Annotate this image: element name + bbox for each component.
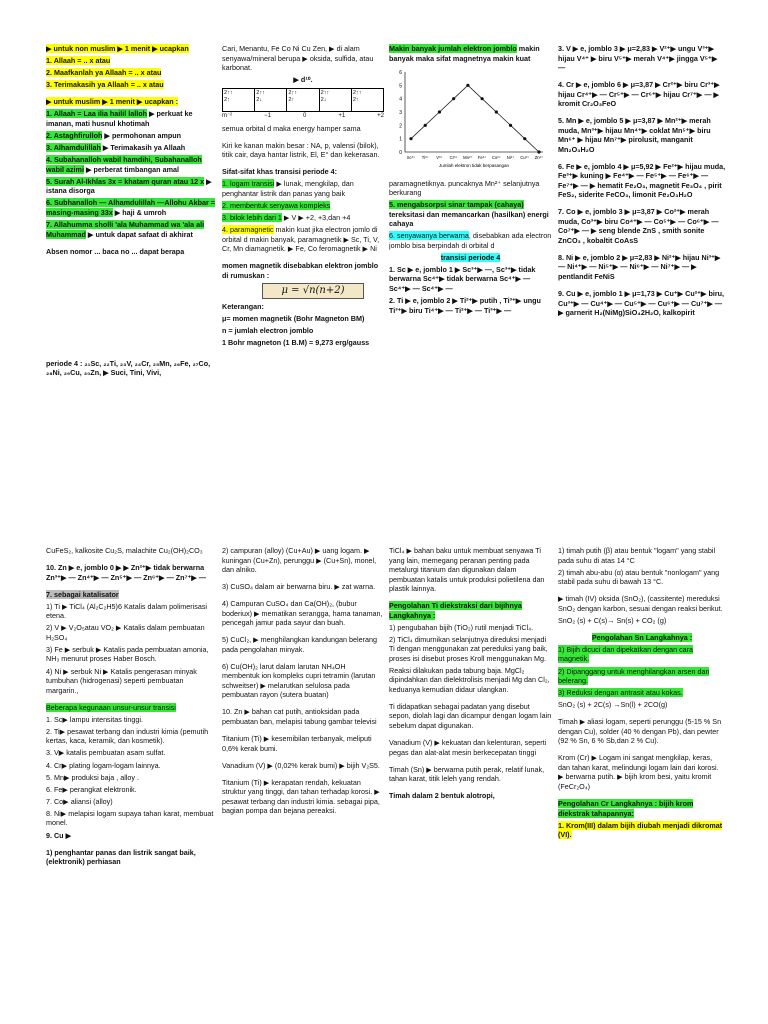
text-line: 1. Sc ▶ e, jomblo 1 ▶ Sc³⁺▶ —, Sc³⁺▶ tidak berwarna Sc⁴⁺▶ tidak berwarna Sc⁴⁺▶ — Sc⁴⁺▶ — Sc⁴⁺▶ — — [389, 264, 536, 293]
text-line: 6. Fe▶ perangkat elektronik. — [46, 784, 137, 794]
text-line: Sifat-sifat khas transisi periode 4: — [222, 167, 338, 177]
graph-point — [495, 110, 498, 113]
axis-label: −1 — [264, 112, 271, 119]
graph-point — [438, 110, 441, 113]
orbital-box: 2↑↑ 2↓ — [320, 89, 352, 111]
graph-point — [523, 137, 526, 140]
text-line: 1. Sc▶ lampu intensitas tinggi. — [46, 714, 144, 724]
text-line: Titanium (Ti) ▶ kesemibilan terbanyak, meliputi 0,6% kerak bumi. — [222, 734, 372, 753]
text-line: 4. Cr▶ plating logam-logam lainnya. — [46, 760, 161, 770]
graph-x-tick: Cu²⁺ — [520, 154, 530, 160]
text-line: n = jumlah electron jomblo — [222, 326, 314, 336]
graph-point — [509, 123, 512, 126]
text-line: 4) Campuran CuSO₄ dan Ca(OH)₂, (bubur boderiux) ▶ mematikan serangga, hama tanaman, pencegah jamur pada sayur dan buah. — [222, 599, 383, 628]
text-line: Ti didapatkan sebagai padatan yang disebut sepon, diolah lagi dan dicampur dengan logam lain sebelum dapat digunakan. — [389, 701, 552, 730]
graph-svg — [389, 66, 549, 176]
magnetic-moment-formula: μ = √n(n+2) — [262, 283, 364, 299]
text-line: 1) timah putih (β) atau bentuk "logam" yang stabil pada suhu di atas 14 °C — [558, 546, 716, 565]
text-line: 1. Allaah = Laa ilia hailil lalloh ▶ perkuat ke imanan, mati husnul khotimah — [46, 109, 193, 128]
text-line: 6. senyawanya berwarna, disebabkan ada electron jomblo bisa berpindah di orbital d — [389, 231, 552, 250]
graph-point — [537, 150, 540, 153]
page1-column-2 — [222, 44, 384, 470]
text-line: periode 4 : ₂₁Sc, ₂₂Ti, ₂₃V, ₂₄Cr, ₂₅Mn, ₂₆Fe, ₂₇Co, ₂₈Ni, ₂₉Cu, ₃₀Zn, ▶ Suci, Tini, Vivi, — [46, 358, 211, 378]
text-line: 3. V▶ katalis pembuatan asam sulfat. — [46, 748, 166, 758]
text-line: ▶ untuk muslim ▶ 1 menit ▶ ucapkan : — [46, 97, 179, 107]
text-line: Cari, Menantu, Fe Co Ni Cu Zen, ▶ di alam senyawa/mineral berupa ▶ oksida, sulfida, atau karbonat. — [222, 44, 374, 72]
text-line: Beberapa kegunaan unsur-unsur transisi — [46, 702, 176, 712]
text-line: momen magnetik disebabkan elektron jomblo di rumuskan : — [222, 261, 379, 280]
page1-column-4 — [558, 44, 726, 470]
text-line: 8. Ni▶ melapisi logam supaya tahan karat, membuat monel. — [46, 808, 214, 828]
graph-x-tick: Fe³⁺ — [477, 154, 487, 160]
graph-point — [452, 97, 455, 100]
text-line: 1. Allaah = .. x atau — [46, 56, 111, 66]
text-line: 1) Ti ▶ TiCl₄ (Al₂C₂H5)6 Katalis dalam polimerisasi etena. — [46, 601, 208, 621]
graph-caption: Jumlah elektron tidak berpasangan — [438, 162, 510, 168]
text-line: semua orbital d maka energy hamper sama — [222, 123, 361, 133]
text-line: 5. Mn▶ produksi baja , alloy . — [46, 772, 140, 782]
axis-label: m⁻² — [222, 112, 233, 119]
text-line: 1 Bohr magneton (1 B.M) = 9,273 erg/gauss — [222, 338, 370, 348]
graph-point — [466, 83, 469, 86]
text-line: TiCl₄ ▶ bahan baku untuk membuat senyawa Ti yang lain, memegang peranan penting pada metalurgi titanium dan digunakan dalam pembuatan katalis untuk produksi polietilena dan plastik lainnya. — [389, 546, 545, 593]
graph-y-tick: 6 — [399, 69, 402, 76]
text-line: Reaksi dilakukan pada tabung baja. MgCl₂ dipindahkan dan dielektrolisis menjadi Mg dan Cl₂, keduanya kemudian didaur ulangkan. — [389, 665, 550, 694]
text-line: Pengolahan Sn Langkahnya : — [591, 632, 693, 642]
text-line: 2) timah abu-abu (α) atau bentuk "nonlogam" yang stabil pada suhu di bawah 13 °C. — [558, 567, 720, 587]
page2-column-1 — [46, 546, 216, 1020]
graph-y-tick: 3 — [399, 109, 402, 116]
text-line: 10. Zn ▶ bahan cat putih, antioksidan pada pembuatan ban, melapisi tabung gambar televisi — [222, 707, 377, 726]
text-line: 10. Zn ▶ e, jomblo 0 ▶ ▶ Zn²⁺▶ tidak berwarna Zn³⁺▶ — Zn⁴⁺▶ — Zn⁵⁺▶ — Zn⁶⁺▶ — Zn⁷⁺▶ — — [46, 563, 207, 582]
graph-point — [409, 137, 412, 140]
text-line: 5. Surah Al-Ikhlas 3x = khatam quran atau 12 x ▶ istana disorga — [46, 176, 212, 196]
text-line: Pengolahan Cr Langkahnya : bijih krom diekstrak tahapannya: — [558, 799, 694, 818]
text-line: 2. Ti ▶ e, jomblo 2 ▶ Ti²⁺▶ putih , Ti³⁺▶ ungu Ti³⁺▶ biru Ti⁴⁺▶ — Ti²⁺▶ — Ti³⁺▶ — — [389, 296, 541, 315]
text-line: 5) CuCl₂, ▶ menghilangkan kandungan belerang pada pengolahan minyak. — [222, 635, 377, 654]
orbital-box: 2↑↑ 2↑ — [287, 89, 319, 111]
text-line: 4. Cr ▶ e, jomblo 6 ▶ μ=3,87 ▶ Cr²⁺▶ biru Cr³⁺▶ hijau Cr⁴⁺▶ — Cr⁵⁺▶ — Cr⁶⁺▶ hijau Cr⁷⁺▶ — ▶ kromit Cr₂O₃FeO — [558, 80, 720, 109]
graph-x-tick: Sc³⁺ — [406, 154, 416, 160]
text-line: 1) pengubahan bijih (TiO₂) rutil menjadi TiCl₄. — [389, 622, 534, 632]
text-line: CuFeS₂, kalkosite Cu₂S, malachite Cu₂(OH)₂CO₃ — [46, 546, 203, 555]
text-line: 4. Subahanalloh wabil hamdihi, Subahanalloh wabil azimi ▶ perberat timbangan amal — [46, 155, 202, 174]
graph-x-tick: Mn²⁺ — [463, 154, 473, 160]
text-line: Pengolahan Ti diekstraksi dari bijihnya Langkahnya : — [389, 601, 522, 620]
text-line: Timah ▶ aliasi logam, seperti perunggu (5-15 % Sn dengan Cu), solder (40 % dengan Pb), dan pewter (92 % Sn, 6 % Sb,dan 2 % Cu). — [558, 717, 722, 746]
text-line: ▶ d¹⁰. — [293, 75, 313, 85]
text-line: 6. Fe ▶ e, jomblo 4 ▶ μ=5,92 ▶ Fe²⁺▶ hijau muda, Fe³⁺▶ kuning ▶ Fe⁴⁺▶ — Fe⁵⁺▶ — Fe⁶⁺▶ — Fe⁷⁺▶ — ▶ hematit Fe₂O₃, magnetit Fe₃O₄ , pirit FeS₂, siderite FeCO₃, limonit Fe₂O₃H₂O — [558, 161, 726, 200]
orbital-box: 2↑↑ 2↑ — [352, 89, 362, 103]
graph-point — [424, 123, 427, 126]
page2-column-4 — [558, 546, 726, 1020]
text-line: 2) Dipanggang untuk menghilangkan arsen dan belerang. — [558, 666, 710, 686]
graph-y-tick: 1 — [399, 136, 402, 143]
text-line: Kiri ke kanan makin besar : NA, p, valensi (bilok), titik cair, daya hantar listrik, El, E° dan kekerasan. — [222, 140, 380, 160]
text-line: 4. paramagnetic makin kuat jika electron jomlo di orbital d makin banyak, paramagnetik ▶ Sc, Ti, V, Cr, Mn diamagnetik. ▶ Fe, Co feromagnetik ▶ Ni — [222, 225, 380, 254]
text-line: Titanium (Ti) ▶ kerapatan rendah, kekuatan struktur yang tinggi, dan tahan terhadap korosi. ▶ pesawat terbang dan industri kimia. sebagai pipa, bagian pompa dan bejana pereaksi. — [222, 777, 380, 816]
text-line: 5. Mn ▶ e, jomblo 5 ▶ μ=3,87 ▶ Mn²⁺▶ merah muda, Mn³⁺▶ hijau Mn⁴⁺▶ coklat Mn⁵⁺▶ biru Mn⁶⁺ ▶ hijau Mn⁷⁺▶ pirolusit, manganit Mn₂O₃H₂O — [558, 116, 711, 154]
text-line: 6. Subhanalloh — Alhamdulillah —Allohu Akbar = masing-masing 33x ▶ haji & umroh — [46, 198, 215, 217]
text-line: Makin banyak jumlah elektron jomblo makin banyak maka sifat magnetnya makin kuat — [389, 44, 540, 63]
text-line: 2. membentuk senyawa kompleks — [222, 200, 331, 210]
graph-y-tick: 0 — [399, 149, 402, 156]
orbital-box: 2↑↑ 2↓ — [255, 89, 287, 111]
text-line: paramagnetiknya. puncaknya Mn²⁺ selanjutnya berkurang — [389, 178, 540, 198]
text-line: Timah dalam 2 bentuk alotropi, — [389, 791, 495, 801]
page2-column-2 — [222, 546, 384, 1020]
text-line: 2) TiCl₄ dimurnikan selanjutnya direduksi menjadi Ti dengan menggunakan zat pereduksi yang baik, proses isi disebut proses Kroll menggunakan Mg. — [389, 634, 548, 663]
text-line: 7. Co▶ aliansi (alloy) — [46, 796, 113, 806]
text-line: 7. sebagai katalisator — [46, 589, 119, 599]
text-line: 7. Allahumma sholli 'ala Muhammad wa 'ala ali Muhammad ▶ untuk dapat safaat di akhirat — [46, 220, 205, 239]
text-line: 2. Ti▶ pesawat terbang dan industri kimia (pemutih kertas, kaca, keramik, dan kosmetik). — [46, 726, 209, 746]
graph-y-tick: 2 — [399, 122, 402, 129]
page1-column-3 — [389, 44, 552, 470]
page1-column-1 — [46, 44, 216, 470]
orbital-axis — [222, 113, 384, 121]
text-line: 3. V ▶ e, jomblo 3 ▶ μ=2,83 ▶ V²⁺▶ ungu V³⁺▶ hijau V⁴⁺ ▶ biru V⁵⁺▶ merah V⁴⁺▶ jingga V⁵⁺▶ — — [558, 44, 718, 72]
text-line: SnO₂ (s) + 2C(s) →Sn(l) + 2CO(g) — [558, 700, 668, 710]
text-line: 5. mengabsorpsi sinar tampak (cahaya) tereksitasi dan memancarkan (hasilkan) energi cahaya — [389, 200, 549, 229]
graph-x-tick: Ti³⁺ — [421, 154, 429, 160]
text-line: 1. Krom(III) dalam bijih diubah menjadi dikromat (VI). — [558, 820, 723, 840]
text-line: transisi periode 4 — [440, 252, 501, 262]
axis-label: +2 — [377, 112, 384, 119]
text-line: ▶ timah (IV) oksida (SnO₂), (cassitente) mereduksi SnO₂ dengan karbon, sesuai dengan reaksi berikut. — [558, 594, 723, 613]
orbital-diagram — [222, 88, 384, 112]
text-line: 3. bilok lebih dari 1 ▶ V ▶ +2, +3,dan +4 — [222, 212, 351, 222]
text-line: 3) Reduksi dengan antrasit atau kokas. — [558, 688, 683, 698]
text-line: 3. Alhamdulillah ▶ Terimakasih ya Allaah — [46, 143, 186, 153]
text-line: 2) campuran (alloy) (Cu+Au) ▶ uang logam. ▶ kuningan (Cu+Zn), perunggu ▶ (Cu+Sn), monel, dan alniko. — [222, 546, 377, 574]
text-line: 2) V ▶ V₂O₅atau VO₂ ▶ Katalis dalam pembuatan H₂SO₄ — [46, 623, 205, 642]
paramagnetic-graph — [389, 66, 549, 176]
graph-line — [411, 85, 539, 152]
text-line: 3) CuSO₄ dalam air berwarna biru. ▶ zat warna. — [222, 582, 376, 592]
graph-point — [481, 97, 484, 100]
text-line: 1) penghantar panas dan listrik sangat baik, (elektronik) perhiasan — [46, 847, 196, 867]
text-line: 7. Co ▶ e, jomblo 3 ▶ μ=3,87 ▶ Co²⁺▶ merah muda, Co³⁺▶ biru Co⁴⁺▶ — Co⁵⁺▶ — Co⁶⁺▶ — Co⁷⁺▶ — ▶ seng blende ZnS , smith sonite ZnCO₃ , kobaltit CoAsS — [558, 207, 719, 245]
text-line: 9. Cu ▶ e, jomblo 1 ▶ μ=1,73 ▶ Cu⁺▶ Cu²⁺▶ biru, Cu³⁺▶ — Cu⁴⁺▶ — Cu⁵⁺▶ — Cu⁶⁺▶ — Cu⁷⁺▶ — ▶ garnerit H₂(NiMg)SiO₄2H₂O, kalkopirit — [558, 289, 725, 318]
graph-x-tick: Cr³⁺ — [449, 154, 458, 160]
text-line: 2. Astaghfirulloh ▶ permohonan ampun — [46, 131, 182, 141]
axis-label: 0 — [302, 112, 307, 119]
text-line: Keterangan: — [222, 302, 264, 312]
graph-x-tick: V³⁺ — [436, 154, 443, 160]
text-line: 1) Bijih dicuci dan dipekatkan dengan cara magnetik. — [558, 644, 694, 664]
text-line: 6) Cu(OH)₂ larut dalam larutan NH₄OH membentuk ion kompleks cupri tetramin (larutan schweitser) ▶ melarutkan selulosa pada pembuatan rayon (sutera buatan) — [222, 661, 376, 700]
text-line: 3. Terimakasih ya Allaah = .. x atau — [46, 80, 164, 90]
text-line: 1. logam transisi ▶ lunak, mengkilap, dan penghantar listrik dan panas yang baik — [222, 179, 354, 198]
text-line: 8. Ni ▶ e, jomblo 2 ▶ μ=2,83 ▶ Ni²⁺▶ hijau Ni³⁺▶ — Ni⁴⁺▶ — Ni⁵⁺▶ — Ni⁶⁺▶ — Ni⁷⁺▶ — ▶ pentlandit FeNiS — [558, 252, 721, 281]
text-line: 9. Cu ▶ — [46, 830, 72, 840]
graph-x-tick: Ni²⁺ — [506, 154, 515, 160]
text-line: Krom (Cr) ▶ Logam ini sangat mengkilap, keras, dan tahan karat, melindungi logam lain dari korosi. ▶ berwarna putih. ▶ bijih krom besi, yaitu kromit (FeCr₂O₄) — [558, 753, 719, 791]
text-line: 3) Fe ▶ serbuk ▶ Katalis pada pembuatan amonia, NH₃ menurut proses Haber Bosch. — [46, 644, 209, 664]
graph-x-tick: Zn²⁺ — [534, 154, 544, 160]
text-line: 4) Ni ▶ serbuk Ni ▶ Katalis pengerasan minyak tumbuhan (hidrogenasi) seperti pembuatan margarin., — [46, 666, 197, 695]
text-line: Timah (Sn) ▶ berwarna putih perak, relatif lunak, tahan karat, titik leleh yang rendah. — [389, 764, 545, 784]
axis-label: +1 — [338, 112, 346, 119]
text-line: SnO₂ (s) + C(s)→ Sn(s) + CO₂ (g) — [558, 615, 667, 625]
text-line: Vanadium (V) ▶ (0,02% kerak bumi) ▶ bijih V₂S5. — [222, 760, 380, 770]
graph-y-tick: 4 — [399, 96, 402, 103]
text-line: 2. Maafkanlah ya Allaah = .. x atau — [46, 68, 162, 78]
graph-x-tick: Co²⁺ — [491, 154, 501, 160]
graph-y-tick: 5 — [399, 82, 402, 89]
page2-column-3 — [389, 546, 552, 1020]
graph-axes — [405, 72, 543, 152]
text-line: μ= momen magnetik (Bohr Magneton BM) — [222, 314, 365, 324]
text-line: ▶ untuk non muslim ▶ 1 menit ▶ ucapkan — [46, 44, 189, 53]
text-line: Vanadium (V) ▶ kekuatan dan kelenturan, seperti pegas dan alat-alat mesin berkecepatan tinggi — [389, 738, 547, 757]
orbital-box: 2↑↑ 2↑ — [223, 89, 255, 111]
text-line: Absen nomor ... baca no ... dapat berapa — [46, 246, 185, 256]
